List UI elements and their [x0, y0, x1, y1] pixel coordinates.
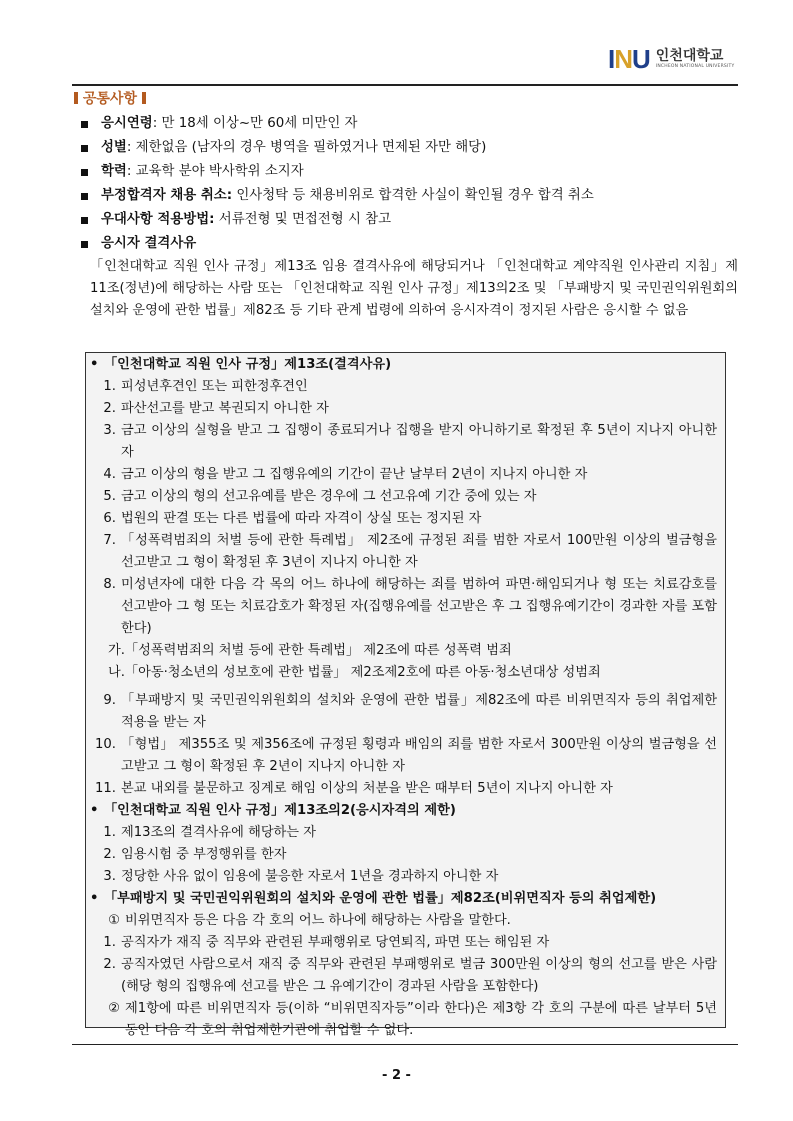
item-number: 1. [103, 935, 116, 950]
list-item [90, 486, 717, 508]
list-item [90, 778, 717, 800]
list-item [90, 464, 717, 486]
university-logo [608, 44, 734, 74]
list-item [90, 932, 717, 954]
item-text: 공직자였던 사람으로서 재직 중 직무와 관련된 부패행위로 벌금 300만원 이상의 형의 선고를 받은 사람(해당 형의 집행유예 선고를 받은 그 유예기간이 경과된 사람을 포함한다) [121, 957, 717, 994]
item-text: 법원의 판결 또는 다른 법률에 따라 자격이 상실 또는 정지된 자 [121, 511, 482, 526]
list-item [90, 398, 717, 420]
item-text: 피성년후견인 또는 피한정후견인 [121, 379, 308, 394]
requirement-item [74, 232, 738, 256]
requirement-item [74, 112, 738, 136]
logo-mark [608, 46, 650, 72]
list-item [90, 734, 717, 778]
requirement-item [74, 160, 738, 184]
clause-number: ① [108, 913, 120, 928]
item-text: 정당한 사유 없이 임용에 불응한 자로서 1년을 경과하지 아니한 자 [121, 869, 499, 884]
item-number: 9. [103, 693, 116, 708]
bullet-dot-icon: • [90, 357, 99, 372]
bottom-divider [72, 1044, 738, 1045]
label-sep: : [126, 140, 132, 155]
item-text: 「성폭력범죄의 처벌 등에 관한 특례법」 제2조에 규정된 죄를 범한 자로서 100만원 이상의 벌금형을 선고받고 그 형이 확정된 후 3년이 지나지 아니한 자 [121, 533, 717, 570]
item-number: 2. [103, 847, 116, 862]
item-text: 금고 이상의 형을 받고 그 집행유예의 기간이 끝난 날부터 2년이 지나지 아니한 자 [121, 467, 588, 482]
title-bar-right [142, 92, 146, 104]
list-item [90, 866, 717, 888]
clause-text: 제1항에 따른 비위면직자 등(이하 “비위면직자등”이라 한다)은 제3항 각 호의 구분에 따른 날부터 5년 동안 다음 각 호의 취업제한기관에 취업할 수 없다. [125, 1001, 717, 1038]
clause-text: 비위면직자 등은 다음 각 호의 어느 하나에 해당하는 사람을 말한다. [125, 913, 511, 928]
square-bullet-icon [81, 145, 88, 152]
box-section-heading [90, 800, 717, 822]
item-text: 제13조의 결격사유에 해당하는 자 [121, 825, 316, 840]
item-text: 「형법」 제355조 및 제356조에 규정된 횡령과 배임의 죄를 범한 자로서 300만원 이상의 벌금형을 선고받고 그 형이 확정된 후 2년이 지나지 아니한 자 [121, 737, 717, 774]
item-text: 본교 내외를 불문하고 징계로 해임 이상의 처분을 받은 때부터 5년이 지나지 아니한 자 [121, 781, 613, 796]
bullet-dot-icon: • [90, 891, 99, 906]
label-sep: : [209, 212, 215, 227]
item-text: 금고 이상의 실형을 받고 그 집행이 종료되거나 집행을 받지 아니하기로 확정된 후 5년이 지나지 아니한 자 [121, 423, 717, 460]
box-section-heading [90, 354, 717, 376]
item-number: 3. [103, 869, 116, 884]
list-item [90, 508, 717, 530]
list-item [90, 530, 717, 574]
item-text: 미성년자에 대한 다음 각 목의 어느 하나에 해당하는 죄를 범하여 파면·해임되거나 형 또는 치료감호를 선고받아 그 형 또는 치료감호가 확정된 자(집행유예를 선고받은 후 그 집행유예기간이 경과한 자를 포함한다) [121, 577, 717, 636]
section-title [74, 87, 738, 111]
square-bullet-icon [81, 121, 88, 128]
list-item [90, 574, 717, 640]
item-text: 금고 이상의 형의 선고유예를 받은 경우에 그 선고유예 기간 중에 있는 자 [121, 489, 537, 504]
list-item [90, 420, 717, 464]
item-number: 7. [103, 533, 116, 548]
bullet-dot-icon: • [90, 803, 99, 818]
list-item [90, 376, 717, 398]
requirement-label: 응시연령 [101, 116, 153, 131]
requirement-item [74, 136, 738, 160]
list-item [90, 690, 717, 734]
sub-item: 나.「아동·청소년의 성보호에 관한 법률」 제2조제2호에 따른 아동·청소년대상 성범죄 [108, 665, 601, 680]
requirement-label: 응시자 결격사유 [101, 236, 197, 251]
item-number: 1. [103, 825, 116, 840]
item-text: 임용시험 중 부정행위를 한자 [121, 847, 287, 862]
square-bullet-icon [81, 169, 88, 176]
square-bullet-icon [81, 241, 88, 248]
requirement-label: 부정합격자 채용 취소 [101, 188, 227, 203]
clause-item [90, 910, 717, 932]
label-sep: : [226, 188, 233, 203]
label-sep: : [126, 164, 132, 179]
section-title-text: 공통사항 [82, 91, 137, 107]
top-divider [72, 84, 738, 86]
disqualification-paragraph: 「인천대학교 직원 인사 규정」제13조 임용 결격사유에 해당되거나 「인천대학교 계약직원 인사관리 지침」제11조(정년)에 해당하는 사람 또는 「인천대학교 직원 인사 규정」제13의2조 및 「부패방지 및 국민권익위원회의 설치와 운영에 관한 법률」제82조 등 기타 관계 법령에 의하여 응시자격이 정지된 사람은 응시할 수 없음 [90, 259, 738, 318]
item-number: 6. [103, 511, 116, 526]
legal-excerpt-box [85, 352, 726, 1038]
requirement-text: 제한없음 (남자의 경우 병역을 필하였거나 면제된 자만 해당) [131, 140, 487, 155]
item-number: 2. [103, 401, 116, 416]
square-bullet-icon [81, 217, 88, 224]
list-item [90, 822, 717, 844]
heading-text: 「인천대학교 직원 인사 규정」제13조의2(응시자격의 제한) [104, 803, 456, 818]
item-text: 파산선고를 받고 복권되지 아니한 자 [121, 401, 329, 416]
item-number: 3. [103, 423, 116, 438]
title-bar-left [74, 92, 78, 104]
logo-subtitle: INCHEON NATIONAL UNIVERSITY [655, 64, 735, 69]
box-section-heading [90, 888, 717, 910]
clause-number: ② [108, 1001, 120, 1016]
document-body [74, 87, 738, 322]
item-text: 공직자가 재직 중 직무와 관련된 부패행위로 당연퇴직, 파면 또는 해임된 자 [121, 935, 550, 950]
requirement-text: 교육학 분야 박사학위 소지자 [131, 164, 304, 179]
sub-item: 가.「성폭력범죄의 처벌 등에 관한 특례법」 제2조에 따른 성폭력 범죄 [108, 643, 512, 658]
item-number: 8. [103, 577, 116, 592]
logo-letter-n: N [614, 44, 633, 74]
clause-item [90, 998, 717, 1042]
logo-name: 인천대학교 [655, 48, 724, 64]
square-bullet-icon [81, 193, 88, 200]
requirement-label: 우대사항 적용방법 [101, 212, 210, 227]
page-number: - 2 - [382, 1068, 411, 1083]
item-text: 「부패방지 및 국민권익위원회의 설치와 운영에 관한 법률」제82조에 따른 비위면직자 등의 취업제한 적용을 받는 자 [121, 693, 717, 730]
item-number: 2. [103, 957, 116, 972]
item-number: 4. [103, 467, 116, 482]
requirements-list [74, 112, 738, 256]
heading-text: 「인천대학교 직원 인사 규정」제13조(결격사유) [104, 357, 392, 372]
item-number: 5. [103, 489, 116, 504]
label-sep: : [152, 116, 158, 131]
requirement-item [74, 208, 738, 232]
requirement-text: 만 18세 이상~만 60세 미만인 자 [157, 116, 358, 131]
requirement-text: 인사청탁 등 채용비위로 합격한 사실이 확인될 경우 합격 취소 [232, 188, 594, 203]
logo-letter-u: U [632, 44, 650, 74]
list-item [90, 844, 717, 866]
logo-letter-i: I [608, 44, 615, 74]
list-item [90, 954, 717, 998]
item-number: 11. [95, 781, 116, 796]
requirement-text: 서류전형 및 면접전형 시 참고 [214, 212, 392, 227]
item-number: 1. [103, 379, 116, 394]
requirement-label: 학력 [101, 164, 127, 179]
requirement-label: 성별 [101, 140, 127, 155]
item-number: 10. [95, 737, 116, 752]
heading-text: 「부패방지 및 국민권익위원회의 설치와 운영에 관한 법률」제82조(비위면직자 등의 취업제한) [104, 891, 657, 906]
requirement-item [74, 184, 738, 208]
